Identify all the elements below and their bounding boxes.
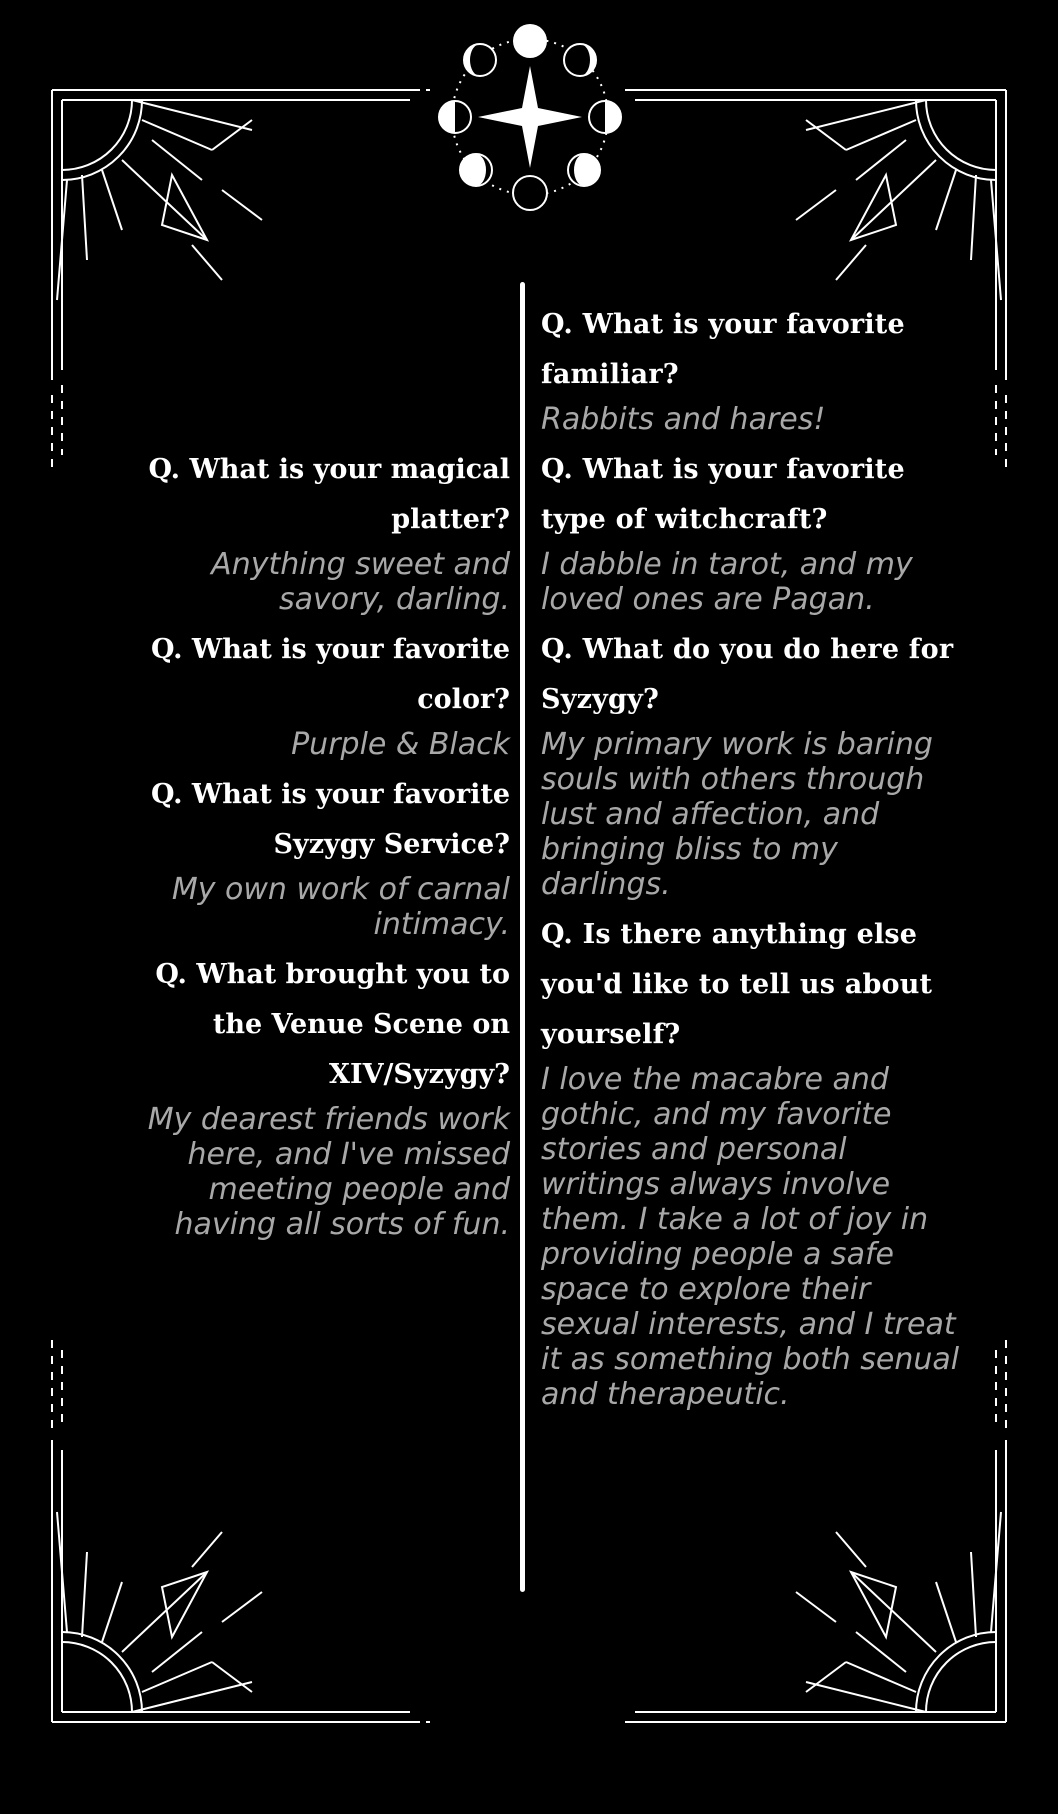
qa-item [110, 445, 510, 617]
left-column [110, 445, 510, 1250]
question: Q. What is your favorite color? [150, 634, 510, 715]
qa-item [541, 910, 961, 1412]
qa-item [541, 300, 961, 437]
qa-item [541, 625, 961, 902]
right-column [541, 300, 961, 1420]
answer: Rabbits and hares! [541, 402, 826, 437]
qa-item [110, 950, 510, 1242]
answer: My primary work is baring souls with others through lust and affection, and bringing bliss to my darlings. [541, 727, 933, 902]
moon-phases-star-icon [439, 24, 621, 215]
question: Q. What is your favorite Syzygy Service? [150, 779, 510, 860]
answer: My dearest friends work here, and I've missed meeting people and having all sorts of fun. [147, 1102, 510, 1242]
answer: Anything sweet and savory, darling. [211, 547, 510, 617]
answer: I dabble in tarot, and my loved ones are Pagan. [541, 547, 913, 617]
center-divider [520, 282, 525, 1592]
qa-item [110, 625, 510, 762]
answer: I love the macabre and gothic, and my favorite stories and personal writings always involve them. I take a lot of joy in providing people a safe space to explore their sexual interests, and I treat it as something both senual and therapeutic. [541, 1062, 960, 1412]
qa-item [110, 770, 510, 942]
question: Q. What brought you to the Venue Scene on XIV/Syzygy? [155, 959, 510, 1090]
question: Q. What is your favorite familiar? [541, 309, 905, 390]
answer: Purple & Black [291, 727, 510, 762]
qa-item [541, 445, 961, 617]
question: Q. What do you do here for Syzygy? [541, 634, 954, 715]
answer: My own work of carnal intimacy. [171, 872, 510, 942]
question: Q. Is there anything else you'd like to tell us about yourself? [541, 919, 933, 1050]
question: Q. What is your favorite type of witchcraft? [541, 454, 905, 535]
question: Q. What is your magical platter? [148, 454, 510, 535]
